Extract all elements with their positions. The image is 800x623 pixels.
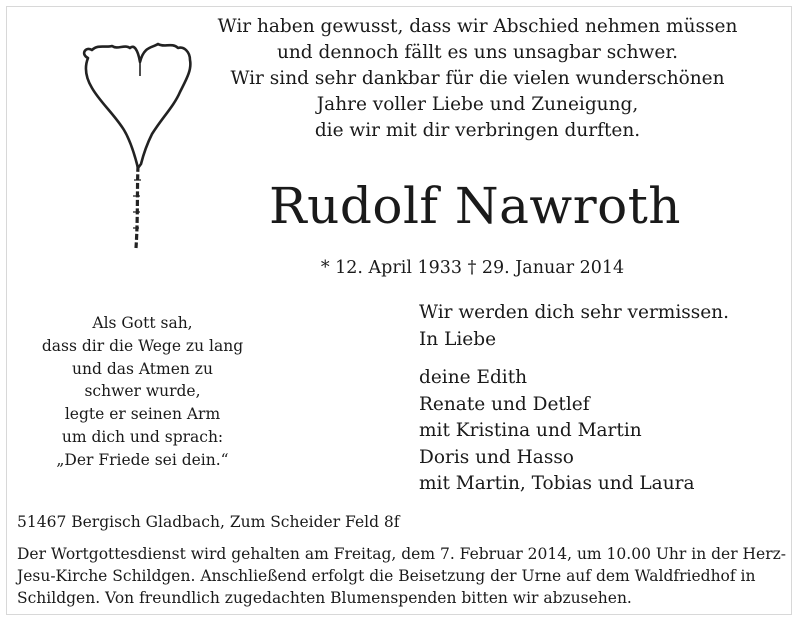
opening-line: Jahre voller Liebe und Zuneigung, bbox=[316, 94, 639, 115]
opening-line: Wir sind sehr dankbar für die vielen wunderschönen bbox=[230, 68, 725, 89]
notice-line: Schildgen. Von freundlich zugedachten Blumenspenden bitten wir abzusehen. bbox=[17, 588, 632, 607]
family-line: deine Edith bbox=[419, 367, 528, 388]
poem-line: um dich und sprach: bbox=[61, 427, 224, 446]
poem-line: schwer wurde, bbox=[84, 382, 201, 401]
ginkgo-leaf-icon bbox=[78, 40, 198, 255]
poem-line: legte er seinen Arm bbox=[64, 405, 221, 424]
farewell-line: Wir werden dich sehr vermissen. bbox=[419, 302, 729, 323]
notice-line: Der Wortgottesdienst wird gehalten am Freitag, dem 7. Februar 2014, um 10.00 Uhr in der Herz- bbox=[17, 545, 787, 563]
opening-text bbox=[205, 14, 750, 144]
poem-line: Als Gott sah, bbox=[92, 314, 193, 332]
poem-line: dass dir die Wege zu lang bbox=[41, 336, 244, 355]
funeral-notice bbox=[17, 544, 787, 609]
poem-line: und das Atmen zu bbox=[72, 359, 213, 378]
family-line: Renate und Detlef bbox=[419, 393, 590, 415]
poem-line: „Der Friede sei dein.“ bbox=[56, 450, 229, 469]
notice-line: Jesu-Kirche Schildgen. Anschließend erfolgt die Beisetzung der Urne auf dem Waldfriedhof in bbox=[17, 566, 756, 585]
address: 51467 Bergisch Gladbach, Zum Scheider Feld 8f bbox=[17, 513, 400, 531]
farewell-line: In Liebe bbox=[419, 328, 497, 350]
deceased-name: Rudolf Nawroth bbox=[268, 177, 681, 235]
poem bbox=[20, 312, 265, 472]
opening-line: und dennoch fällt es uns unsagbar schwer. bbox=[276, 42, 679, 63]
opening-line: Wir haben gewusst, dass wir Abschied nehmen müssen bbox=[217, 16, 738, 37]
family-line: mit Martin, Tobias und Laura bbox=[419, 473, 695, 494]
family-line: mit Kristina und Martin bbox=[419, 420, 642, 441]
family-line: Doris und Hasso bbox=[419, 446, 574, 468]
mourners-block bbox=[419, 300, 779, 498]
life-dates: * 12. April 1933 † 29. Januar 2014 bbox=[320, 258, 625, 278]
opening-line: die wir mit dir verbringen durften. bbox=[314, 120, 641, 141]
